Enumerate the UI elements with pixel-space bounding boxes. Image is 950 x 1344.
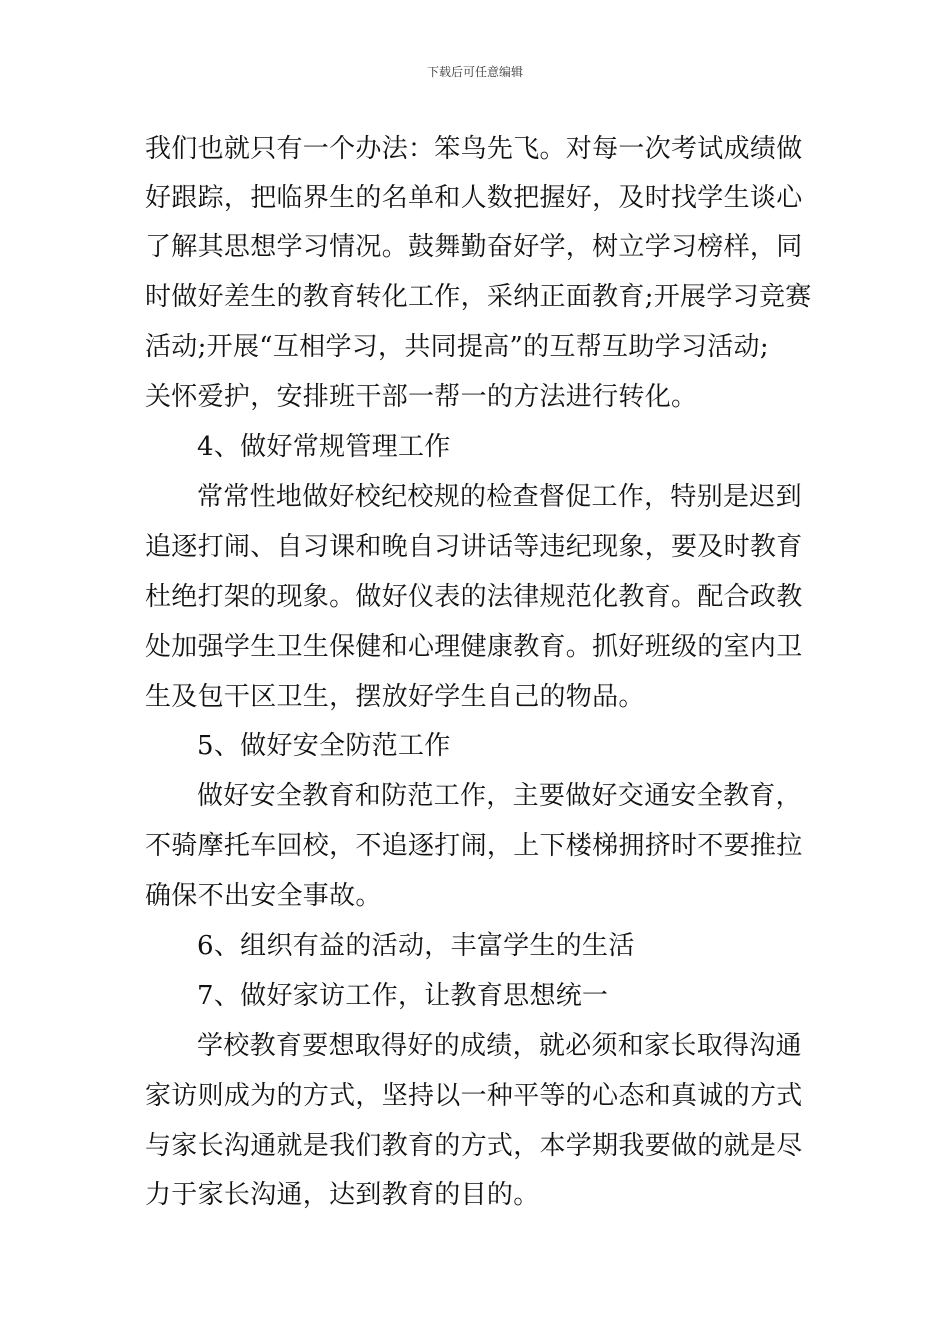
body-line: 时做好差生的教育转化工作，采纳正面教育;开展学习竞赛 (145, 282, 812, 312)
section-heading: 5、做好安全防范工作 (197, 731, 451, 761)
body-line: 力于家长沟通，达到教育的目的。 (145, 1180, 540, 1210)
body-line: 杜绝打架的现象。做好仪表的法律规范化教育。配合政教 (145, 582, 803, 612)
body-line: 我们也就只有一个办法：笨鸟先飞。对每一次考试成绩做 (145, 134, 803, 164)
paragraph-first-line: 做好安全教育和防范工作，主要做好交通安全教育， (197, 781, 802, 811)
body-line: 关怀爱护，安排班干部一帮一的方法进行转化。 (145, 382, 698, 412)
section-heading: 4、做好常规管理工作 (197, 432, 451, 462)
paragraph-first-line: 学校教育要想取得好的成绩，就必须和家长取得沟通 (197, 1031, 802, 1061)
section-heading: 6、组织有益的活动，丰富学生的生活 (197, 931, 635, 961)
body-line: 与家长沟通就是我们教育的方式，本学期我要做的就是尽 (145, 1131, 803, 1161)
body-line: 好跟踪，把临界生的名单和人数把握好，及时找学生谈心 (145, 183, 803, 213)
body-line: 了解其思想学习情况。鼓舞勤奋好学，树立学习榜样，同 (145, 232, 803, 262)
body-line: 处加强学生卫生保健和心理健康教育。抓好班级的室内卫 (145, 632, 803, 662)
page-header: 下载后可任意编辑 (426, 65, 523, 79)
body-line: 活动;开展“互相学习，共同提高”的互帮互助学习活动; (145, 332, 769, 362)
section-heading: 7、做好家访工作，让教育思想统一 (197, 981, 609, 1011)
body-line: 追逐打闹、自习课和晚自习讲话等违纪现象，要及时教育 (145, 532, 803, 562)
body-line: 不骑摩托车回校，不追逐打闹，上下楼梯拥挤时不要推拉 (145, 831, 803, 861)
body-line: 家访则成为的方式，坚持以一种平等的心态和真诚的方式 (145, 1081, 803, 1111)
body-line: 确保不出安全事故。 (145, 881, 382, 911)
paragraph-first-line: 常常性地做好校纪校规的检查督促工作，特别是迟到 (197, 482, 802, 512)
body-line: 生及包干区卫生，摆放好学生自己的物品。 (145, 682, 645, 712)
